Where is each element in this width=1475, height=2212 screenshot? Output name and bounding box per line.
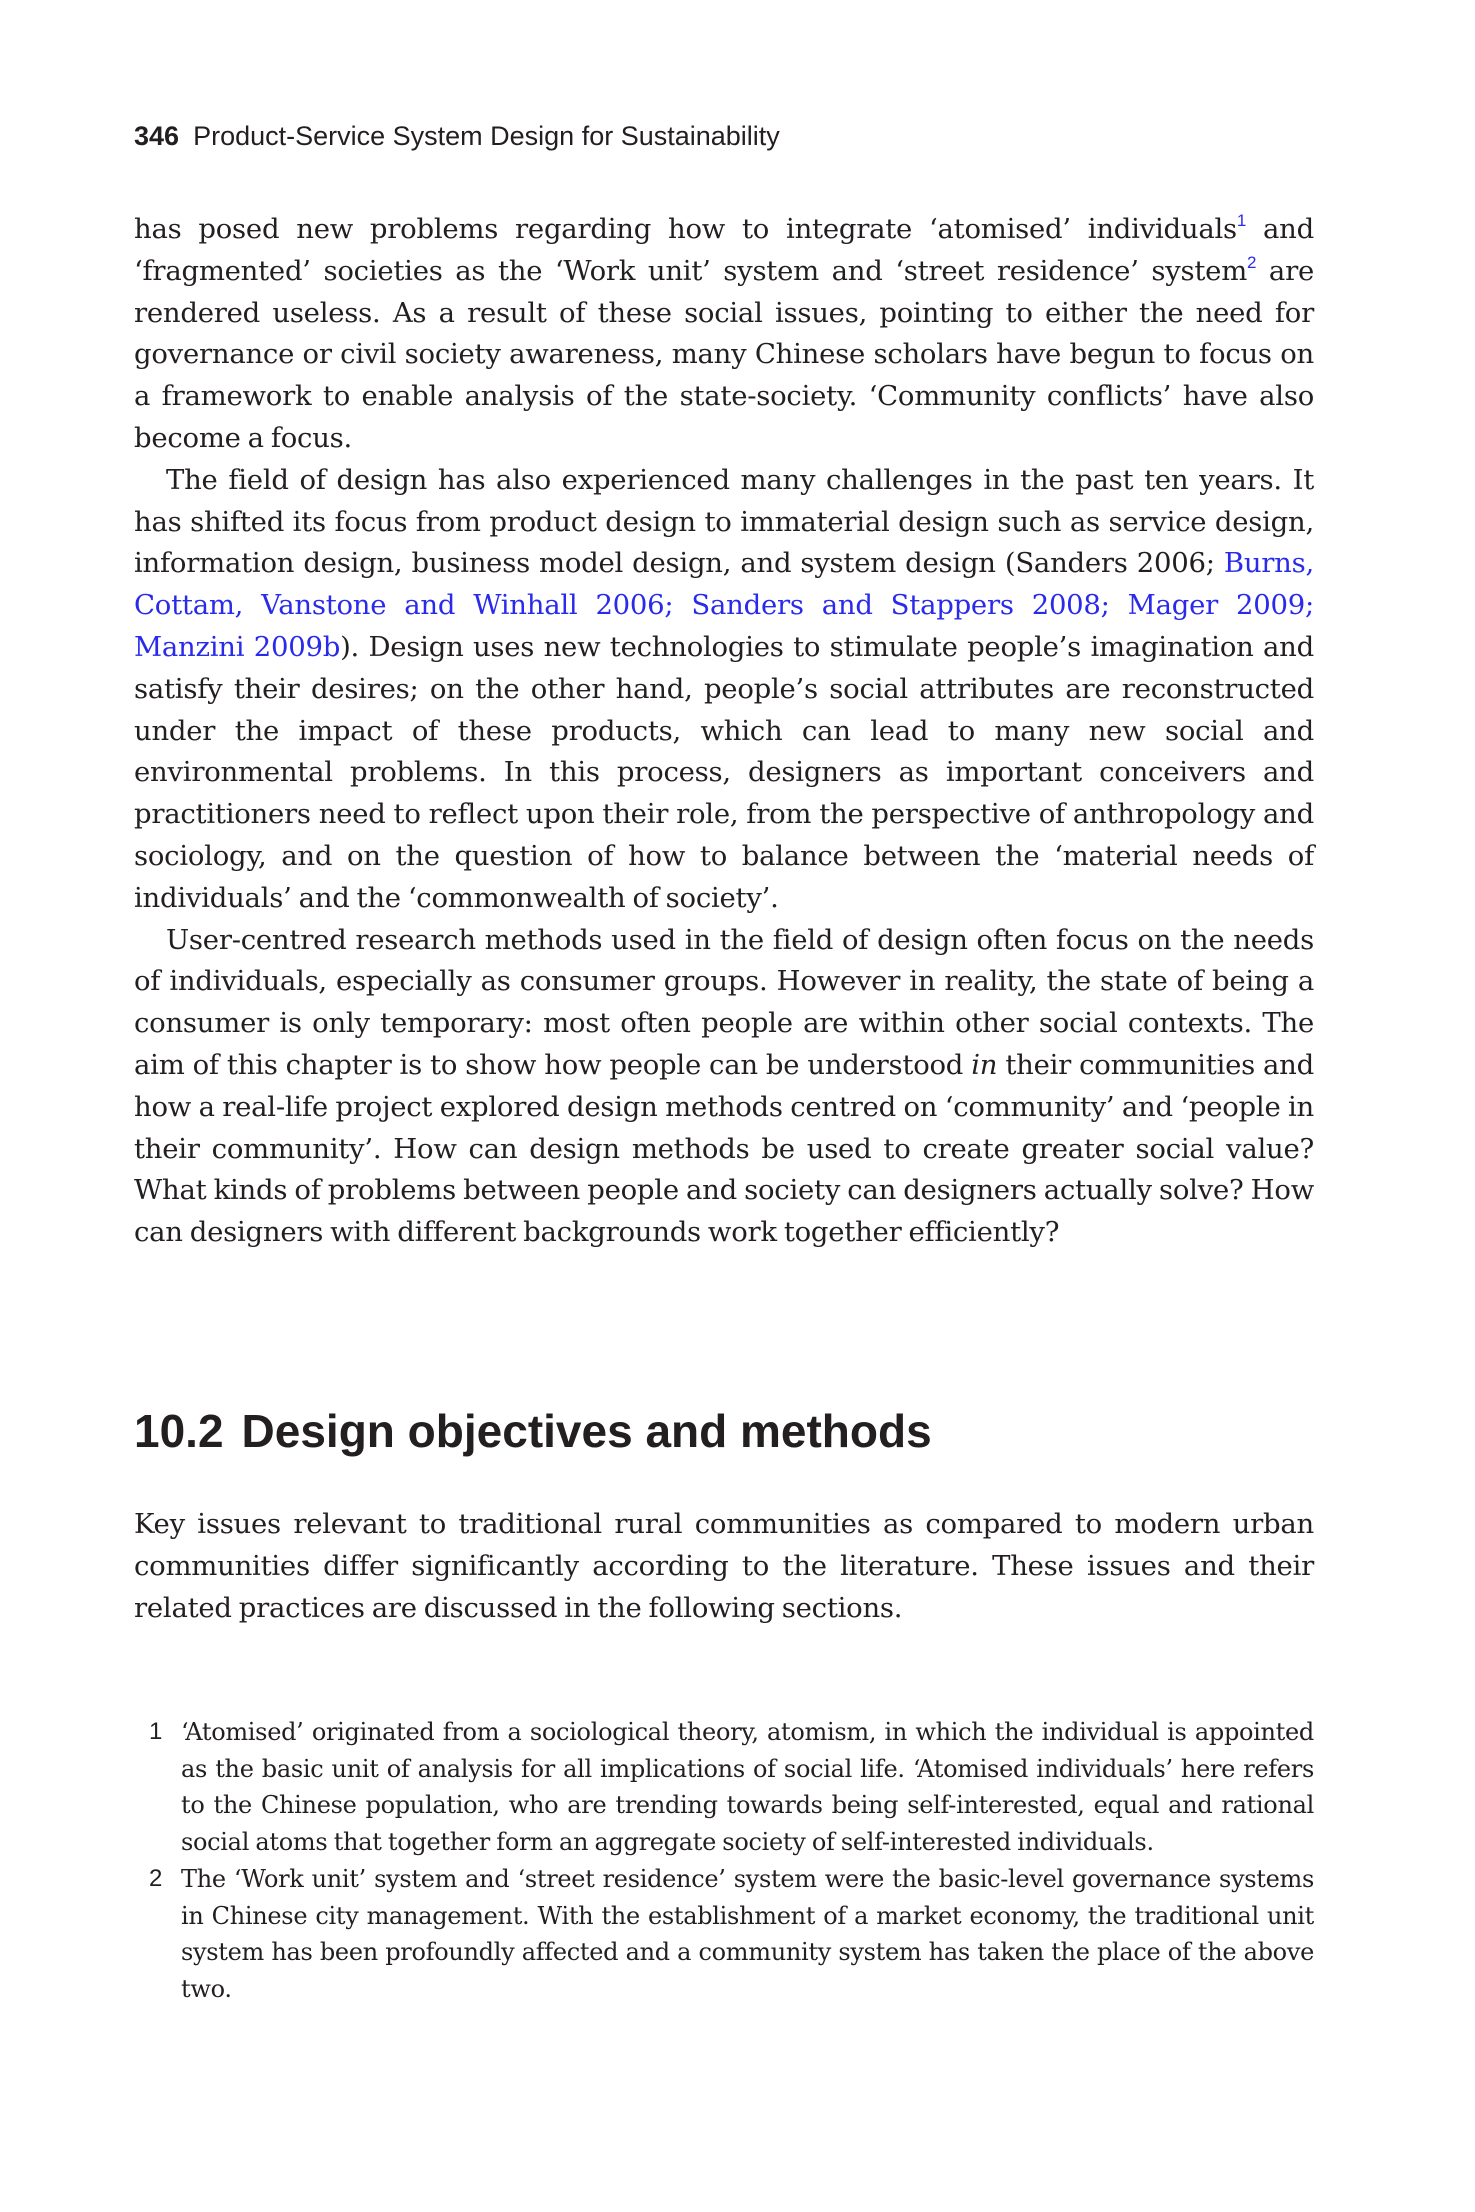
paragraph-3	[134, 920, 1314, 1254]
page-number: 346	[134, 121, 180, 151]
paragraph-3-text-b: their communities and how a real-life project explored design methods centred on ‘community’ and ‘people in their community’. How can design methods be used to create greater social value? What kinds of problems between people and society can designers actually solve? How can designers with different backgrounds work together efficiently?	[134, 1048, 1314, 1249]
footnote-number: 2	[149, 1864, 163, 1892]
footnote-ref-1[interactable]: 1	[1236, 211, 1247, 230]
running-title: Product-Service System Design for Sustainability	[193, 121, 780, 151]
section-paragraph-1: Key issues relevant to traditional rural communities as compared to modern urban communities differ significantly according to the literature. These issues and their related practices are discussed in the following sections.	[134, 1508, 1314, 1624]
footnote-text: ‘Atomised’ originated from a sociological theory, atomism, in which the individual is appointed as the basic unit of analysis for all implications of social life. ‘Atomised individuals’ here refers to the Chinese population, who are trending towards being self-interested, equal and rational social atoms that together form an aggregate society of self-interested individuals.	[181, 1718, 1314, 1857]
paragraph-3-emphasis: in	[971, 1048, 998, 1081]
running-head	[134, 118, 780, 154]
paragraph-1-text-c: are rendered useless. As a result of these social issues, pointing to either the need for governance or civil society awareness, many Chinese scholars have begun to focus on a framework to enable analysis of the state-society. ‘Community conflicts’ have also become a focus.	[134, 254, 1314, 454]
section-title: Design objectives and methods	[241, 1405, 932, 1457]
citation-links[interactable]: Burns, Cottam, Vanstone and Winhall 2006; Sanders and Stappers 2008; Mager 2009; Manzini 2009b	[134, 547, 1314, 663]
main-text-block	[134, 209, 1314, 1254]
footnote-2	[134, 1861, 1314, 2008]
footnotes	[134, 1714, 1314, 2008]
footnote-ref-2[interactable]: 2	[1247, 252, 1257, 272]
footnote-1	[134, 1714, 1314, 1861]
paragraph-2-text-b: ). Design uses new technologies to stimulate people’s imagination and satisfy their desires; on the other hand, people’s social attributes are reconstructed under the impact of these products, which can lead to many new social and environmental problems. In this process, designers as important conceivers and practitioners need to reflect upon their role, from the perspective of anthropology and sociology, and on the question of how to balance between the ‘material needs of individuals’ and the ‘commonwealth of society’.	[134, 630, 1314, 914]
section-text-block	[134, 1504, 1314, 1629]
section-heading	[134, 1403, 932, 1459]
paragraph-1-text-b: and ‘fragmented’ societies as the ‘Work unit’ system and ‘street residence’ system	[134, 213, 1315, 287]
paragraph-2	[134, 460, 1314, 920]
footnote-text: The ‘Work unit’ system and ‘street residence’ system were the basic-level governance systems in Chinese city management. With the establishment of a market economy, the traditional unit system has been profoundly affected and a community system has taken the place of the above two.	[181, 1864, 1314, 2003]
section-number: 10.2	[134, 1405, 224, 1457]
footnote-number: 1	[149, 1718, 163, 1745]
paragraph-1	[134, 209, 1314, 460]
paragraph-1-text-a: has posed new problems regarding how to integrate ‘atomised’ individuals	[134, 213, 1237, 245]
paragraph-2-text-a: The field of design has also experienced many challenges in the past ten years. It has shifted its focus from product design to immaterial design such as service design, information design, business model design, and system design (Sanders 2006;	[134, 463, 1314, 580]
paragraph-3-text-a: User-centred research methods used in the field of design often focus on the needs of individuals, especially as consumer groups. However in reality, the state of being a consumer is only temporary: most often people are within other social contexts. The aim of this chapter is to show how people can be understood	[134, 923, 1314, 1081]
